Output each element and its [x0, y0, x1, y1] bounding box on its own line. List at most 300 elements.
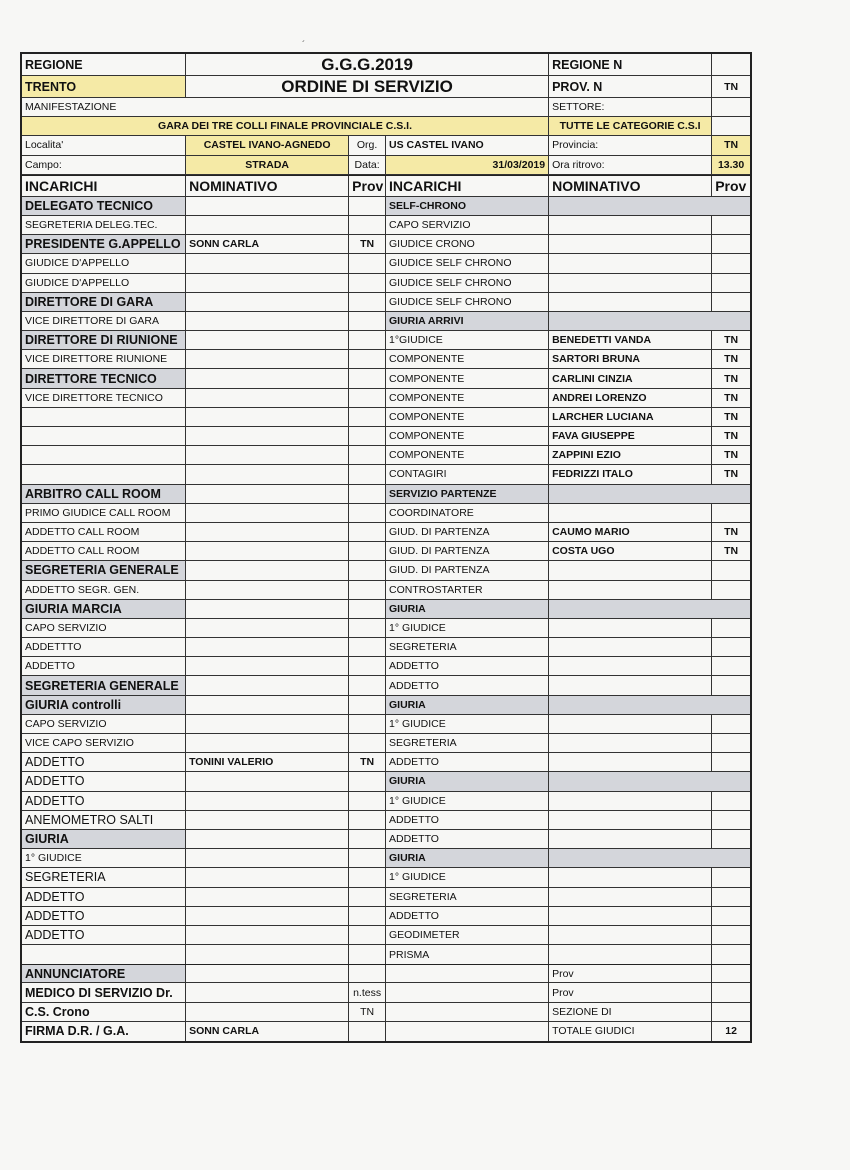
right-name	[549, 945, 712, 964]
right-name: FEDRIZZI ITALO	[549, 465, 712, 483]
table-row	[22, 465, 750, 484]
table-row	[22, 792, 750, 811]
footer-role: MEDICO DI SERVIZIO Dr.	[22, 983, 186, 1001]
right-name	[549, 581, 712, 599]
left-role: ADDETTO	[22, 907, 186, 925]
left-prov	[349, 312, 386, 330]
table-row	[22, 235, 750, 254]
table-row	[22, 619, 750, 638]
prov-n-label: PROV. N	[549, 76, 712, 97]
regione-n-value	[712, 54, 750, 75]
left-name	[186, 849, 349, 867]
right-role: GIURIA ARRIVI	[386, 312, 549, 330]
footer-right-label: Prov	[549, 965, 712, 982]
table-row	[22, 926, 750, 945]
table-row	[22, 734, 750, 753]
right-role: ADDETTO	[386, 830, 549, 848]
right-name	[549, 638, 712, 656]
left-name	[186, 408, 349, 426]
table-row	[22, 523, 750, 542]
settore-empty	[712, 98, 750, 116]
left-prov	[349, 369, 386, 387]
left-role: GIURIA	[22, 830, 186, 848]
header-row-1	[22, 54, 750, 76]
right-role: ADDETTO	[386, 811, 549, 829]
right-role: CONTAGIRI	[386, 465, 549, 483]
right-name: ZAPPINI EZIO	[549, 446, 712, 464]
right-role: GIURIA	[386, 772, 549, 790]
left-name	[186, 216, 349, 234]
right-role: GIURIA	[386, 600, 549, 618]
left-prov	[349, 619, 386, 637]
left-prov	[349, 811, 386, 829]
right-prov: TN	[724, 545, 739, 558]
left-prov	[349, 542, 386, 560]
right-prov: TN	[724, 372, 739, 385]
right-role: SEGRETERIA	[386, 638, 549, 656]
right-prov	[712, 216, 750, 234]
left-role: GIURIA controlli	[22, 696, 186, 714]
right-role: GIUDICE CRONO	[386, 235, 549, 253]
left-prov	[349, 523, 386, 541]
footer-right-label: TOTALE GIUDICI	[549, 1022, 712, 1041]
footer-role: ANNUNCIATORE	[22, 965, 186, 982]
manifestazione-label: MANIFESTAZIONE	[22, 98, 549, 116]
left-name	[186, 542, 349, 560]
footer-prov: TN	[349, 1003, 386, 1021]
right-section-fill	[549, 772, 750, 790]
ggg-title: G.G.G.2019	[186, 54, 549, 75]
ritrovo-label: Ora ritrovo:	[549, 156, 712, 174]
left-prov	[349, 504, 386, 522]
table-row	[22, 888, 750, 907]
table-row	[22, 830, 750, 849]
left-prov	[349, 465, 386, 483]
left-role: SEGRETERIA	[22, 868, 186, 886]
left-role: SEGRETERIA DELEG.TEC.	[22, 216, 186, 234]
left-role: DIRETTORE TECNICO	[22, 369, 186, 387]
table-row	[22, 293, 750, 312]
right-section-fill	[549, 600, 750, 618]
right-name	[549, 561, 712, 579]
right-name	[549, 676, 712, 694]
right-role: SELF-CHRONO	[386, 197, 549, 215]
left-name	[186, 274, 349, 292]
right-role: ADDETTO	[386, 676, 549, 694]
left-role: ADDETTO CALL ROOM	[22, 523, 186, 541]
left-prov: TN	[349, 235, 386, 253]
data-value: 31/03/2019	[386, 156, 549, 174]
right-name	[549, 888, 712, 906]
left-role: PRESIDENTE G.APPELLO	[22, 235, 186, 253]
right-role: COMPONENTE	[386, 427, 549, 445]
footer-right-name	[386, 983, 549, 1001]
left-role	[22, 945, 186, 964]
campo-label: Campo:	[22, 156, 186, 174]
left-name	[186, 561, 349, 579]
right-name	[549, 657, 712, 675]
right-role: COMPONENTE	[386, 389, 549, 407]
settore-label: SETTORE:	[549, 98, 712, 116]
left-prov	[349, 868, 386, 886]
right-prov	[712, 504, 750, 522]
left-prov	[349, 331, 386, 349]
trento-label: TRENTO	[22, 76, 186, 97]
left-name	[186, 465, 349, 483]
left-role: GIUDICE D'APPELLO	[22, 274, 186, 292]
left-name	[186, 485, 349, 503]
right-prov	[712, 274, 750, 292]
right-role: COORDINATORE	[386, 504, 549, 522]
left-name	[186, 446, 349, 464]
left-role: ARBITRO CALL ROOM	[22, 485, 186, 503]
campo-value: STRADA	[186, 156, 349, 174]
right-role: GIUDICE SELF CHRONO	[386, 274, 549, 292]
col-nominativo-left: NOMINATIVO	[186, 176, 349, 196]
col-prov-left: Prov	[349, 176, 386, 196]
left-prov	[349, 561, 386, 579]
left-role: ANEMOMETRO SALTI	[22, 811, 186, 829]
regione-n-label: REGIONE N	[549, 54, 712, 75]
right-role: ADDETTO	[386, 657, 549, 675]
footer-right-name	[386, 1003, 549, 1021]
left-name	[186, 772, 349, 790]
left-role: DELEGATO TECNICO	[22, 197, 186, 215]
right-prov	[712, 734, 750, 752]
table-row	[22, 753, 750, 772]
right-prov: TN	[724, 410, 739, 423]
right-prov	[712, 715, 750, 733]
left-role: SEGRETERIA GENERALE	[22, 676, 186, 694]
settore-value: TUTTE LE CATEGORIE C.S.I	[549, 117, 712, 135]
right-name	[549, 811, 712, 829]
right-role: 1° GIUDICE	[386, 792, 549, 810]
col-incarichi-left: INCARICHI	[22, 176, 186, 196]
settore-value-empty	[712, 117, 750, 135]
right-role: ADDETTO	[386, 753, 549, 771]
left-name	[186, 504, 349, 522]
left-prov	[349, 849, 386, 867]
right-prov	[712, 581, 750, 599]
right-prov	[712, 888, 750, 906]
footer-right-value	[712, 983, 750, 1001]
left-prov	[349, 254, 386, 272]
left-name	[186, 696, 349, 714]
right-role: SEGRETERIA	[386, 734, 549, 752]
right-name	[549, 216, 712, 234]
table-row	[22, 868, 750, 887]
left-name	[186, 331, 349, 349]
left-name	[186, 830, 349, 848]
right-prov: TN	[724, 334, 739, 347]
col-incarichi-right: INCARICHI	[386, 176, 549, 196]
footer-right-name	[386, 965, 549, 982]
right-name: CARLINI CINZIA	[549, 369, 712, 387]
left-name	[186, 523, 349, 541]
col-prov-right: Prov	[715, 177, 747, 194]
footer-right-value	[712, 1003, 750, 1021]
left-name	[186, 197, 349, 215]
left-prov	[349, 293, 386, 311]
footer-prov	[349, 1022, 386, 1041]
column-header-row	[22, 175, 750, 197]
right-section-fill	[549, 312, 750, 330]
left-role: ADDETTO	[22, 657, 186, 675]
left-prov: TN	[349, 753, 386, 771]
left-name	[186, 619, 349, 637]
left-name	[186, 868, 349, 886]
right-role: COMPONENTE	[386, 446, 549, 464]
right-prov: TN	[724, 449, 739, 462]
right-role: GIUD. DI PARTENZA	[386, 523, 549, 541]
col-nominativo-right: NOMINATIVO	[549, 176, 712, 196]
left-name	[186, 734, 349, 752]
right-prov	[712, 676, 750, 694]
right-role: GIURIA	[386, 849, 549, 867]
left-role: ADDETTO	[22, 772, 186, 790]
right-prov	[712, 907, 750, 925]
right-name	[549, 715, 712, 733]
left-role	[22, 465, 186, 483]
left-name	[186, 581, 349, 599]
left-role	[22, 446, 186, 464]
table-row	[22, 312, 750, 331]
right-prov	[712, 811, 750, 829]
left-prov	[349, 581, 386, 599]
footer-row	[22, 1022, 750, 1041]
table-row	[22, 772, 750, 791]
left-prov	[349, 350, 386, 368]
table-row	[22, 907, 750, 926]
table-row	[22, 945, 750, 964]
pen-mark: ´	[302, 40, 306, 51]
right-name: FAVA GIUSEPPE	[549, 427, 712, 445]
right-name	[549, 734, 712, 752]
left-name	[186, 657, 349, 675]
table-row	[22, 561, 750, 580]
left-name	[186, 350, 349, 368]
left-prov	[349, 446, 386, 464]
right-name: LARCHER LUCIANA	[549, 408, 712, 426]
table-row	[22, 389, 750, 408]
right-role: COMPONENTE	[386, 369, 549, 387]
footer-name	[186, 965, 349, 982]
data-label: Data:	[349, 156, 386, 174]
table-row	[22, 216, 750, 235]
left-name: TONINI VALERIO	[186, 753, 349, 771]
right-name	[549, 254, 712, 272]
footer-right-label: SEZIONE DI	[549, 1003, 712, 1021]
left-prov	[349, 389, 386, 407]
right-prov	[712, 254, 750, 272]
footer-name: SONN CARLA	[186, 1022, 349, 1041]
footer-name	[186, 1003, 349, 1021]
left-prov	[349, 676, 386, 694]
table-row	[22, 849, 750, 868]
right-role: SERVIZIO PARTENZE	[386, 485, 549, 503]
left-role: GIURIA MARCIA	[22, 600, 186, 618]
assignment-rows	[22, 197, 750, 965]
left-role: GIUDICE D'APPELLO	[22, 254, 186, 272]
table-row	[22, 638, 750, 657]
left-name	[186, 888, 349, 906]
left-prov	[349, 945, 386, 964]
left-name: SONN CARLA	[186, 235, 349, 253]
left-role: DIRETTORE DI RIUNIONE	[22, 331, 186, 349]
right-role: GIUD. DI PARTENZA	[386, 542, 549, 560]
left-prov	[349, 216, 386, 234]
right-name	[549, 619, 712, 637]
left-prov	[349, 657, 386, 675]
left-name	[186, 926, 349, 944]
table-row	[22, 600, 750, 619]
left-role: PRIMO GIUDICE CALL ROOM	[22, 504, 186, 522]
left-name	[186, 638, 349, 656]
left-name	[186, 312, 349, 330]
table-row	[22, 657, 750, 676]
right-name	[549, 504, 712, 522]
table-row	[22, 485, 750, 504]
right-role: CONTROSTARTER	[386, 581, 549, 599]
footer-rows	[22, 964, 750, 1041]
table-row	[22, 676, 750, 695]
footer-name	[186, 983, 349, 1001]
right-name: COSTA UGO	[549, 542, 712, 560]
table-row	[22, 331, 750, 350]
right-prov	[712, 868, 750, 886]
right-section-fill	[549, 696, 750, 714]
left-name	[186, 389, 349, 407]
left-name	[186, 792, 349, 810]
ritrovo-value: 13.30	[712, 156, 750, 174]
left-prov	[349, 638, 386, 656]
table-row	[22, 581, 750, 600]
right-role: CAPO SERVIZIO	[386, 216, 549, 234]
right-name	[549, 274, 712, 292]
left-name	[186, 811, 349, 829]
right-section-fill	[549, 849, 750, 867]
left-prov	[349, 926, 386, 944]
table-row	[22, 696, 750, 715]
footer-prov: n.tess	[349, 983, 386, 1001]
left-role: VICE DIRETTORE TECNICO	[22, 389, 186, 407]
left-role: CAPO SERVIZIO	[22, 619, 186, 637]
left-prov	[349, 907, 386, 925]
header-row-5	[22, 136, 750, 155]
left-prov	[349, 715, 386, 733]
org-label: Org.	[349, 136, 386, 154]
right-prov: TN	[724, 468, 739, 481]
table-row	[22, 197, 750, 216]
right-prov	[712, 830, 750, 848]
right-prov	[712, 638, 750, 656]
right-prov	[712, 945, 750, 964]
right-name	[549, 235, 712, 253]
localita-value: CASTEL IVANO-AGNEDO	[186, 136, 349, 154]
table-row	[22, 408, 750, 427]
footer-right-value	[712, 965, 750, 982]
footer-right-value: 12	[725, 1025, 737, 1038]
right-role: 1° GIUDICE	[386, 715, 549, 733]
left-role: DIRETTORE DI GARA	[22, 293, 186, 311]
left-name	[186, 715, 349, 733]
table-row	[22, 274, 750, 293]
left-role: VICE CAPO SERVIZIO	[22, 734, 186, 752]
left-role	[22, 427, 186, 445]
right-name	[549, 830, 712, 848]
left-prov	[349, 830, 386, 848]
left-role: ADDETTO CALL ROOM	[22, 542, 186, 560]
left-prov	[349, 600, 386, 618]
right-role: GIURIA	[386, 696, 549, 714]
left-role: ADDETTO	[22, 753, 186, 771]
right-prov	[712, 293, 750, 311]
regione-label: REGIONE	[22, 54, 186, 75]
right-role: SEGRETERIA	[386, 888, 549, 906]
left-prov	[349, 772, 386, 790]
right-name	[549, 293, 712, 311]
left-name	[186, 369, 349, 387]
right-name	[549, 868, 712, 886]
right-prov	[712, 561, 750, 579]
right-prov	[712, 657, 750, 675]
right-prov: TN	[724, 353, 739, 366]
right-prov: TN	[724, 526, 739, 539]
right-role: 1°GIUDICE	[386, 331, 549, 349]
right-role: GIUDICE SELF CHRONO	[386, 293, 549, 311]
footer-row	[22, 1003, 750, 1022]
header-row-6	[22, 156, 750, 175]
footer-row	[22, 983, 750, 1002]
footer-role: FIRMA D.R. / G.A.	[22, 1022, 186, 1041]
left-prov	[349, 888, 386, 906]
table-row	[22, 715, 750, 734]
left-role: VICE DIRETTORE DI GARA	[22, 312, 186, 330]
provincia-value: TN	[712, 136, 750, 154]
right-role: COMPONENTE	[386, 408, 549, 426]
right-role: GIUDICE SELF CHRONO	[386, 254, 549, 272]
right-name: CAUMO MARIO	[549, 523, 712, 541]
right-role: 1° GIUDICE	[386, 868, 549, 886]
org-value: US CASTEL IVANO	[386, 136, 549, 154]
right-prov	[712, 235, 750, 253]
header-row-3	[22, 98, 750, 117]
left-name	[186, 254, 349, 272]
table-row	[22, 254, 750, 273]
right-role: PRISMA	[386, 945, 549, 964]
left-role: CAPO SERVIZIO	[22, 715, 186, 733]
left-prov	[349, 734, 386, 752]
left-name	[186, 427, 349, 445]
left-role: 1° GIUDICE	[22, 849, 186, 867]
header-row-4	[22, 117, 750, 136]
right-section-fill	[549, 485, 750, 503]
table-row	[22, 542, 750, 561]
left-prov	[349, 274, 386, 292]
left-role	[22, 408, 186, 426]
right-prov	[712, 926, 750, 944]
left-role: SEGRETERIA GENERALE	[22, 561, 186, 579]
left-name	[186, 945, 349, 964]
right-name	[549, 907, 712, 925]
table-row	[22, 427, 750, 446]
left-prov	[349, 696, 386, 714]
left-role: ADDETTO	[22, 792, 186, 810]
right-prov: TN	[724, 430, 739, 443]
provincia-label: Provincia:	[549, 136, 712, 154]
footer-right-label: Prov	[549, 983, 712, 1001]
ordine-title: ORDINE DI SERVIZIO	[186, 76, 549, 97]
